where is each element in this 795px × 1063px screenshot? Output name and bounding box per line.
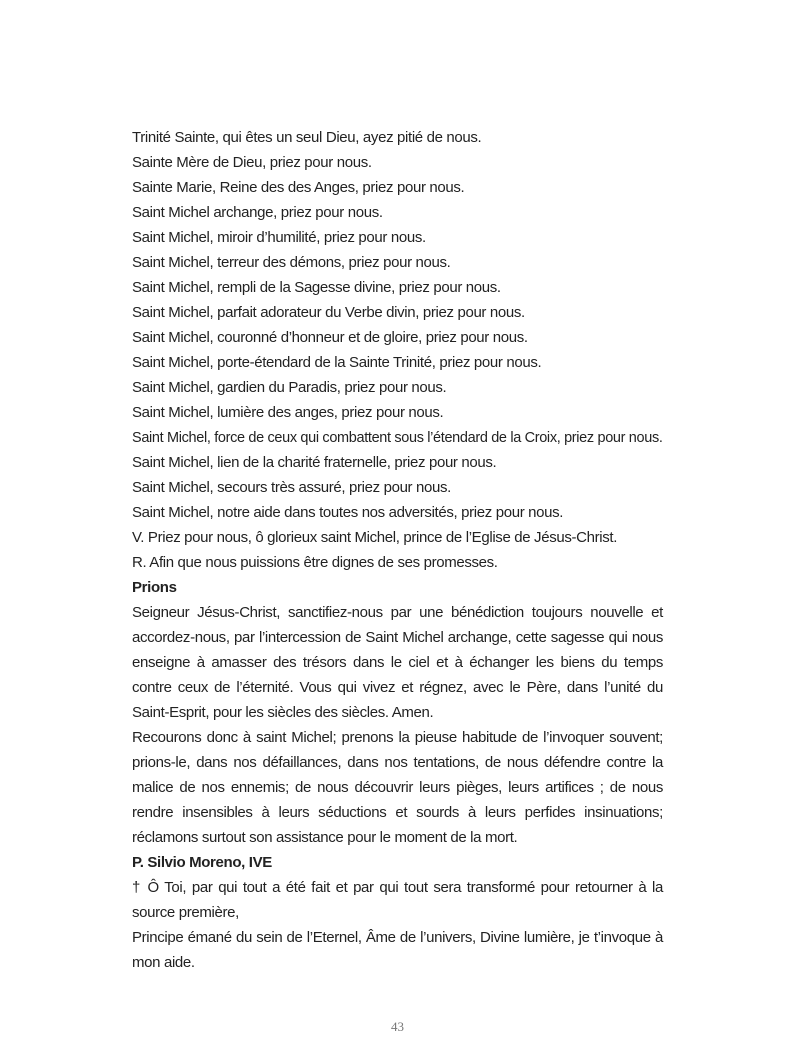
litany-line: Saint Michel, miroir d’humilité, priez pour nous.: [132, 229, 426, 246]
exhortation-paragraph: Recourons donc à saint Michel; prenons la pieuse habitude de l’invoquer souvent; prions-le, dans nos défaillances, dans nos tentations, de nous défendre contre la malice de nos ennemis; de nous découvrir leurs pièges, leurs artifices ; de nous rendre insensibles à leurs séductions et sourds à leurs perfides insinuations; réclamons surtout son assistance pour le moment de la mort.: [132, 729, 663, 846]
litany-line: Saint Michel, couronné d’honneur et de gloire, priez pour nous.: [132, 329, 528, 346]
versicle-line: V. Priez pour nous, ô glorieux saint Michel, prince de l’Eglise de Jésus-Christ.: [132, 529, 618, 546]
litany-line: Trinité Sainte, qui êtes un seul Dieu, ayez pitié de nous.: [132, 129, 482, 146]
litany-line: Saint Michel, rempli de la Sagesse divine, priez pour nous.: [132, 279, 501, 296]
litany-line: Saint Michel, terreur des démons, priez pour nous.: [132, 254, 451, 271]
page-number: 43: [391, 1019, 404, 1034]
response-line: R. Afin que nous puissions être dignes de ses promesses.: [132, 554, 498, 571]
prayer-heading: Prions: [132, 579, 177, 596]
litany-line: Saint Michel, gardien du Paradis, priez pour nous.: [132, 379, 447, 396]
litany-line: Saint Michel, force de ceux qui combattent sous l’étendard de la Croix, priez pour nous.: [132, 429, 663, 446]
litany-line: Saint Michel, lien de la charité fraternelle, priez pour nous.: [132, 454, 497, 471]
litany: [132, 125, 663, 575]
litany-line: Saint Michel, porte-étendard de la Sainte Trinité, priez pour nous.: [132, 354, 542, 371]
litany-line: Saint Michel, notre aide dans toutes nos adversités, priez pour nous.: [132, 504, 564, 521]
litany-line: Saint Michel archange, priez pour nous.: [132, 204, 383, 221]
invocation-paragraph: Principe émané du sein de l’Eternel, Âme de l’univers, Divine lumière, je t’invoque à mon aide.: [132, 929, 663, 971]
litany-line: Saint Michel, secours très assuré, priez pour nous.: [132, 479, 451, 496]
invocation-paragraph: † Ô Toi, par qui tout a été fait et par qui tout sera transformé pour retourner à la source première,: [132, 879, 663, 921]
litany-line: Saint Michel, lumière des anges, priez pour nous.: [132, 404, 444, 421]
page-text: [132, 125, 663, 975]
author-signature: P. Silvio Moreno, IVE: [132, 854, 272, 871]
litany-line: Saint Michel, parfait adorateur du Verbe divin, priez pour nous.: [132, 304, 525, 321]
litany-line: Sainte Marie, Reine des des Anges, priez pour nous.: [132, 179, 465, 196]
prayer-paragraph: Seigneur Jésus-Christ, sanctifiez-nous par une bénédiction toujours nouvelle et accordez-nous, par l’intercession de Saint Michel archange, cette sagesse qui nous enseigne à amasser des trésors dans le ciel et à échanger les biens du temps contre ceux de l’éternité. Vous qui vivez et régnez, avec le Père, dans l’unité du Saint-Esprit, pour les siècles des siècles. Amen.: [132, 604, 663, 721]
litany-line: Sainte Mère de Dieu, priez pour nous.: [132, 154, 372, 171]
